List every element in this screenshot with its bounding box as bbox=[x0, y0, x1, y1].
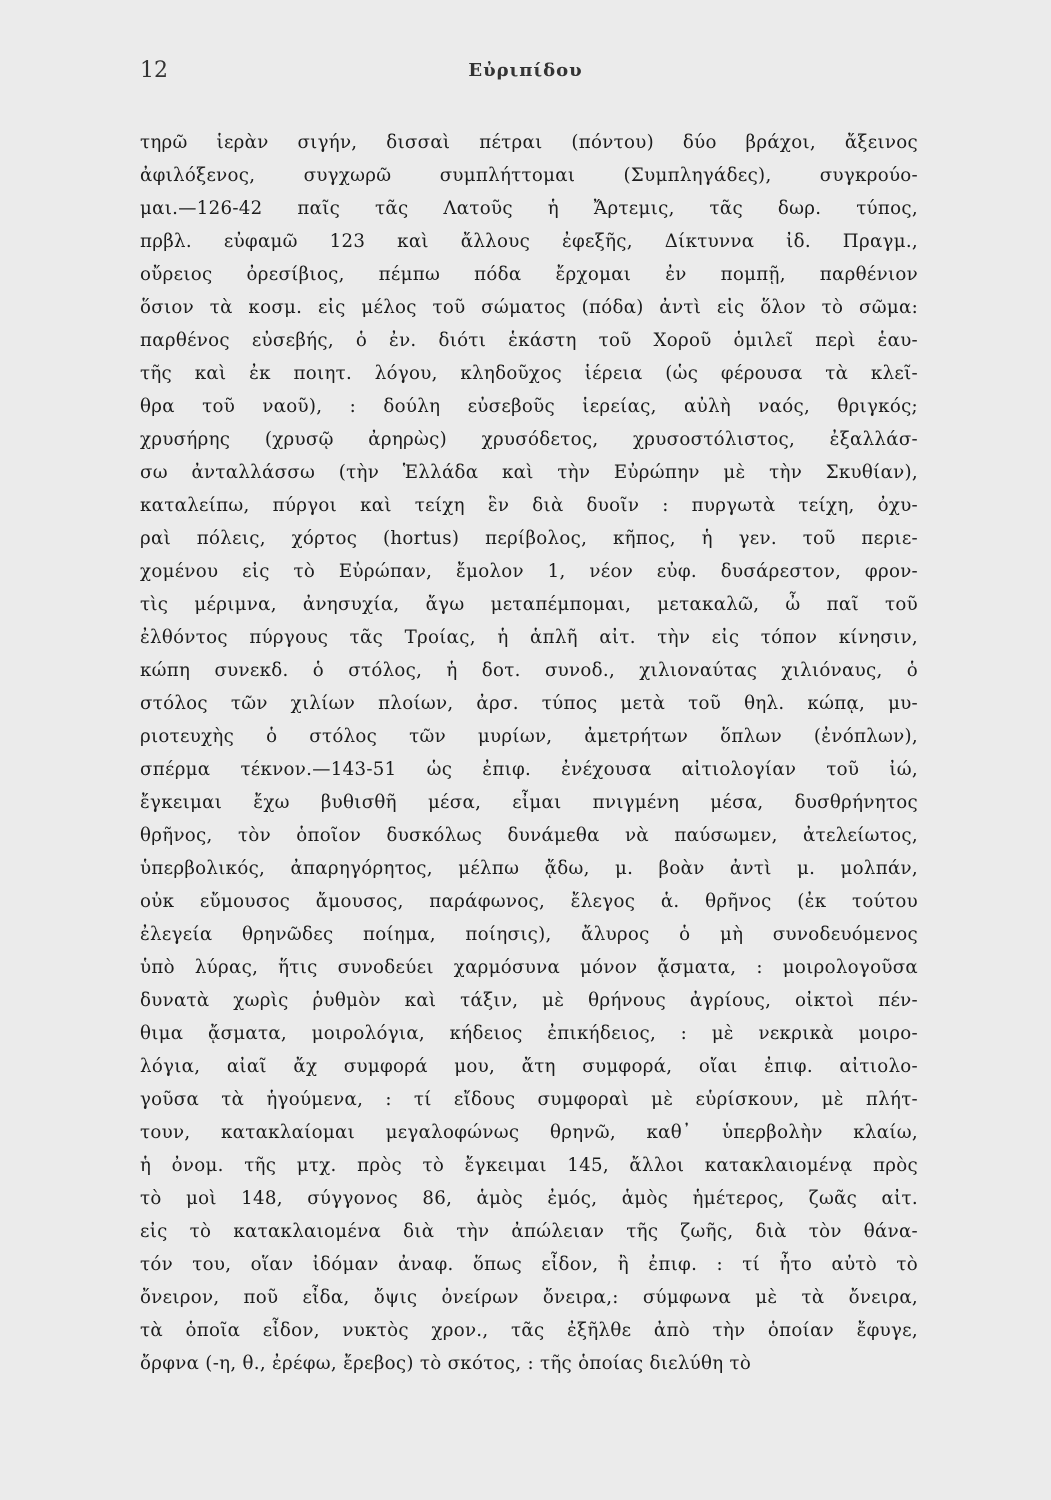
text-line: παρθένος εὐσεβής, ὁ ἐν. διότι ἑκάστη τοῦ Χοροῦ ὁμιλεῖ περὶ ἑαυ- bbox=[140, 330, 918, 351]
running-title: Εὐριπίδου bbox=[468, 60, 583, 81]
text-line: ὅσιον τὰ κοσμ. εἰς μέλος τοῦ σώματος (πόδα) ἀντὶ εἰς ὅλον τὸ σῶμα: bbox=[140, 297, 918, 318]
page-number: 12 bbox=[140, 58, 168, 83]
text-line: τὰ ὁποῖα εἶδον, νυκτὸς χρον., τᾶς ἐξῆλθε ἀπὸ τὴν ὁποίαν ἔφυγε, bbox=[140, 1320, 918, 1341]
text-line: ὄρφνα (-η, θ., ἐρέφω, ἔρεβος) τὸ σκότος, : τῆς ὁποίας διελύθη τὸ bbox=[140, 1353, 752, 1374]
text-line: χομένου εἰς τὸ Εὐρώπαν, ἔμολον 1, νέον εὐφ. δυσάρεστον, φρον- bbox=[140, 561, 918, 582]
text-line: θρῆνος, τὸν ὁποῖον δυσκόλως δυνάμεθα νὰ παύσωμεν, ἀτελείωτος, bbox=[140, 825, 918, 846]
text-line: γοῦσα τὰ ἡγούμενα, : τί εἴδους συμφοραὶ μὲ εὑρίσκουν, μὲ πλήτ- bbox=[140, 1089, 918, 1110]
text-line: καταλείπω, πύργοι καὶ τείχη ἓν διὰ δυοῖν : πυργωτὰ τείχη, ὀχυ- bbox=[140, 495, 918, 516]
text-line: τῆς καὶ ἐκ ποιητ. λόγου, κληδοῦχος ἱέρεια (ὡς φέρουσα τὰ κλεῖ- bbox=[140, 363, 918, 384]
text-line: τουν, κατακλαίομαι μεγαλοφώνως θρηνῶ, καθ᾽ ὑπερβολὴν κλαίω, bbox=[140, 1122, 918, 1143]
text-line: τὶς μέριμνα, ἀνησυχία, ἄγω μεταπέμπομαι, μετακαλῶ, ὦ παῖ τοῦ bbox=[140, 594, 918, 615]
text-line: ἐλθόντος πύργους τᾶς Τροίας, ἡ ἁπλῆ αἰτ. τὴν εἰς τόπον κίνησιν, bbox=[140, 627, 918, 648]
text-line: κώπη συνεκδ. ὁ στόλος, ἡ δοτ. συνοδ., χιλιοναύτας χιλιόναυς, ὁ bbox=[140, 660, 918, 681]
text-line: ὑπερβολικός, ἀπαρηγόρητος, μέλπω ᾄδω, μ. βοὰν ἀντὶ μ. μολπάν, bbox=[140, 858, 918, 879]
page-header bbox=[140, 58, 911, 90]
text-line: ἔγκειμαι ἔχω βυθισθῆ μέσα, εἶμαι πνιγμένη μέσα, δυσθρήνητος bbox=[140, 792, 918, 813]
text-line: ραὶ πόλεις, χόρτος (hortus) περίβολος, κῆπος, ἡ γεν. τοῦ περιε- bbox=[140, 528, 918, 549]
text-line: σω ἀνταλλάσσω (τὴν Ἑλλάδα καὶ τὴν Εὐρώπην μὲ τὴν Σκυθίαν), bbox=[140, 462, 918, 483]
text-line: ἡ ὀνομ. τῆς μτχ. πρὸς τὸ ἔγκειμαι 145, ἄλλοι κατακλαιομένᾳ πρὸς bbox=[140, 1155, 918, 1176]
text-line: ἀφιλόξενος, συγχωρῶ συμπλήττομαι (Συμπληγάδες), συγκρούο- bbox=[140, 165, 918, 186]
text-line: στόλος τῶν χιλίων πλοίων, ἀρσ. τύπος μετὰ τοῦ θηλ. κώπᾳ, μυ- bbox=[140, 693, 918, 714]
text-line: τόν του, οἵαν ἰδόμαν ἀναφ. ὅπως εἶδον, ἢ ἐπιφ. : τί ἦτο αὐτὸ τὸ bbox=[140, 1254, 918, 1275]
text-line: ὄνειρον, ποῦ εἶδα, ὄψις ὀνείρων ὄνειρα,: σύμφωνα μὲ τὰ ὄνειρα, bbox=[140, 1287, 918, 1308]
text-line: θρα τοῦ ναοῦ), : δούλη εὐσεβοῦς ἱερείας, αὐλὴ ναός, θριγκός; bbox=[140, 396, 918, 417]
text-line: μαι.—126-42 παῖς τᾶς Λατοῦς ἡ Ἄρτεμις, τᾶς δωρ. τύπος, bbox=[140, 198, 918, 219]
commentary-text bbox=[140, 126, 918, 1380]
text-line: ἐλεγεία θρηνῶδες ποίημα, ποίησις), ἄλυρος ὁ μὴ συνοδευόμενος bbox=[140, 924, 918, 945]
text-line: δυνατὰ χωρὶς ῥυθμὸν καὶ τάξιν, μὲ θρήνους ἀγρίους, οἰκτοὶ πέν- bbox=[140, 990, 918, 1011]
text-line: ριοτευχὴς ὁ στόλος τῶν μυρίων, ἀμετρήτων ὅπλων (ἐνόπλων), bbox=[140, 726, 918, 747]
text-line: πρβλ. εὐφαμῶ 123 καὶ ἄλλους ἐφεξῆς, Δίκτυννα ἰδ. Πραγμ., bbox=[140, 231, 918, 252]
text-line: χρυσήρης (χρυσῷ ἀρηρὼς) χρυσόδετος, χρυσοστόλιστος, ἐξαλλάσ- bbox=[140, 429, 918, 450]
text-line: ὑπὸ λύρας, ἥτις συνοδεύει χαρμόσυνα μόνον ᾄσματα, : μοιρολογοῦσα bbox=[140, 957, 918, 978]
text-line: εἰς τὸ κατακλαιομένα διὰ τὴν ἀπώλειαν τῆς ζωῆς, διὰ τὸν θάνα- bbox=[140, 1221, 918, 1242]
text-line: λόγια, αἰαῖ ἄχ συμφορά μου, ἄτη συμφορά, οἴαι ἐπιφ. αἰτιολο- bbox=[140, 1056, 918, 1077]
text-line: τὸ μοὶ 148, σύγγονος 86, ἁμὸς ἐμός, ἁμὸς ἡμέτερος, ζωᾶς αἰτ. bbox=[140, 1188, 918, 1209]
text-line: οὐκ εὔμουσος ἄμουσος, παράφωνος, ἔλεγος ἁ. θρῆνος (ἐκ τούτου bbox=[140, 891, 918, 912]
text-line: σπέρμα τέκνον.—143-51 ὡς ἐπιφ. ἐνέχουσα αἰτιολογίαν τοῦ ἰώ, bbox=[140, 759, 918, 780]
text-line: τηρῶ ἱερὰν σιγήν, δισσαὶ πέτραι (πόντου) δύο βράχοι, ἄξεινος bbox=[140, 132, 918, 153]
text-line: οὔρειος ὀρεσίβιος, πέμπω πόδα ἔρχομαι ἐν πομπῇ, παρθένιον bbox=[140, 264, 918, 285]
text-line: θιμα ᾄσματα, μοιρολόγια, κήδειος ἐπικήδειος, : μὲ νεκρικὰ μοιρο- bbox=[140, 1023, 918, 1044]
